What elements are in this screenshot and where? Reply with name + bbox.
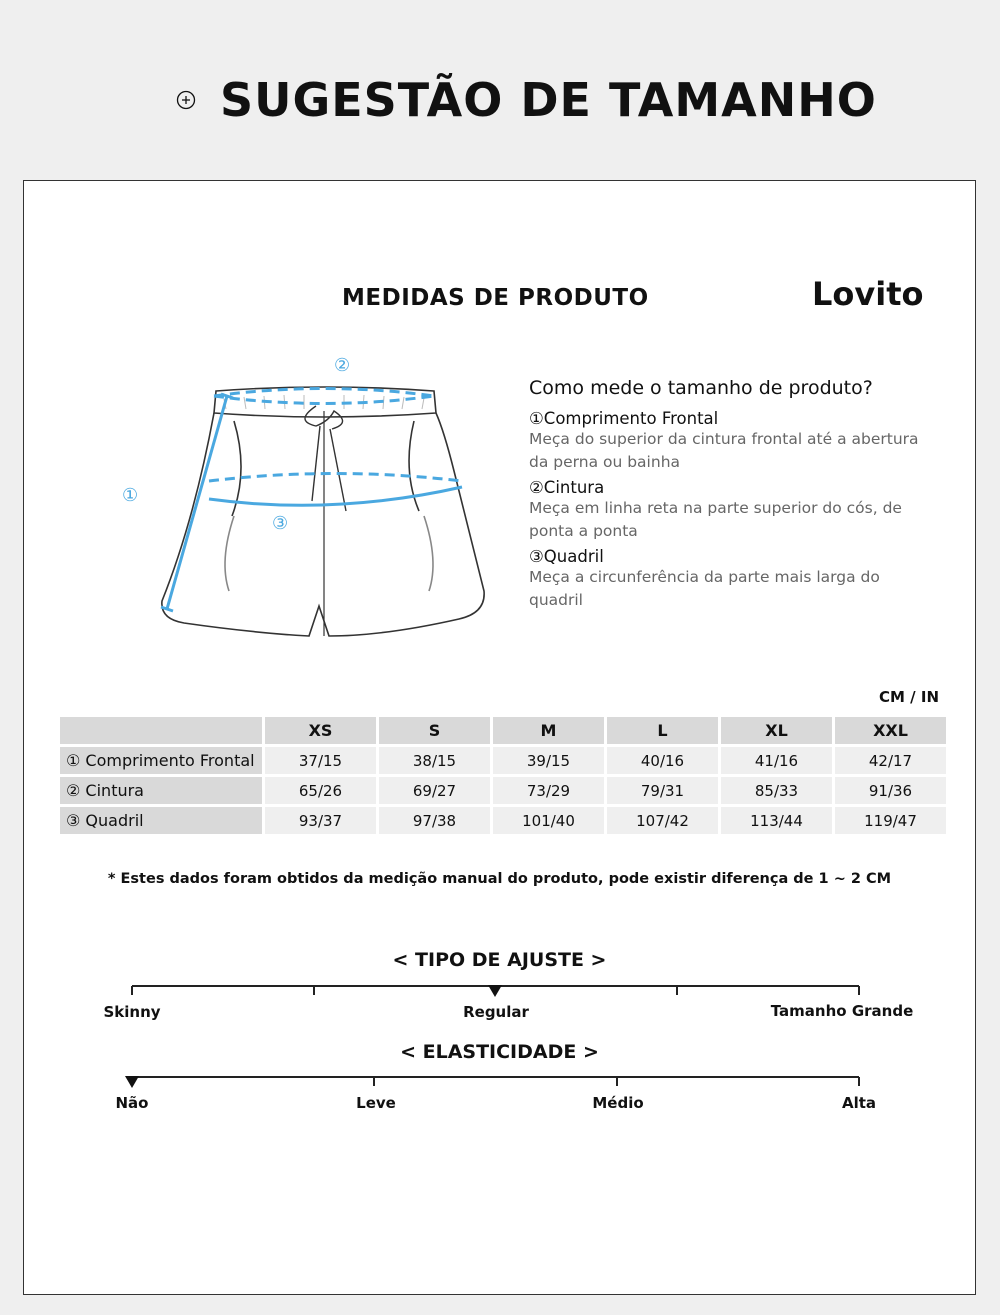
plus-circle-icon	[176, 90, 196, 110]
fit-label-large: Tamanho Grande	[770, 1002, 914, 1020]
elasticity-label-none: Não	[115, 1094, 149, 1112]
size-header: XXL	[835, 717, 946, 744]
table-cell: 85/33	[721, 777, 832, 804]
table-cell: 101/40	[493, 807, 604, 834]
page-header	[0, 0, 1000, 180]
how-to-question: Como mede o tamanho de produto?	[529, 377, 873, 399]
table-cell: 113/44	[721, 807, 832, 834]
table-cell: 93/37	[265, 807, 376, 834]
table-cell: 97/38	[379, 807, 490, 834]
fit-title: < TIPO DE AJUSTE >	[392, 949, 607, 971]
size-header: XL	[721, 717, 832, 744]
marker-hip: ③	[272, 513, 289, 534]
marker-length: ①	[122, 485, 139, 506]
table-cell: 69/27	[379, 777, 490, 804]
size-header: S	[379, 717, 490, 744]
table-cell: 65/26	[265, 777, 376, 804]
table-cell: 119/47	[835, 807, 946, 834]
table-cell: 79/31	[607, 777, 718, 804]
elasticity-indicator	[125, 1076, 139, 1088]
table-cell: 39/15	[493, 747, 604, 774]
size-header: XS	[265, 717, 376, 744]
brand-logo: Lovito	[812, 275, 924, 313]
how-to-desc-waist: Meça em linha reta na parte superior do cós, de ponta a ponta	[529, 499, 902, 540]
how-to-title-waist: ②Cintura	[529, 478, 605, 497]
fit-label-regular: Regular	[463, 1003, 529, 1021]
units-label: CM / IN	[879, 688, 939, 706]
marker-waist: ②	[334, 355, 351, 376]
card-title: MEDIDAS DE PRODUTO	[342, 285, 649, 311]
how-to-title-length: ①Comprimento Frontal	[529, 409, 719, 428]
elasticity-label-high: Alta	[841, 1094, 877, 1112]
size-header: L	[607, 717, 718, 744]
fit-indicator	[488, 985, 502, 997]
table-cell: 37/15	[265, 747, 376, 774]
table-cell: 107/42	[607, 807, 718, 834]
page-title: SUGESTÃO DE TAMANHO	[220, 73, 877, 127]
table-cell: 42/17	[835, 747, 946, 774]
elasticity-label-light: Leve	[356, 1094, 396, 1112]
fit-label-skinny: Skinny	[103, 1003, 161, 1021]
table-cell: 73/29	[493, 777, 604, 804]
elasticity-label-medium: Médio	[592, 1094, 644, 1112]
elasticity-title: < ELASTICIDADE >	[400, 1041, 599, 1063]
size-card	[23, 180, 976, 1295]
table-cell: 91/36	[835, 777, 946, 804]
size-header: M	[493, 717, 604, 744]
table-cell: 38/15	[379, 747, 490, 774]
measurement-note: * Estes dados foram obtidos da medição manual do produto, pode existir diferença de 1 ~ 2 CM	[107, 871, 892, 887]
row-label: ③ Quadril	[60, 807, 262, 834]
table-cell: 40/16	[607, 747, 718, 774]
how-to-desc-hip: Meça a circunferência da parte mais larga do quadril	[529, 568, 880, 609]
row-label: ① Comprimento Frontal	[60, 747, 262, 774]
row-label: ② Cintura	[60, 777, 262, 804]
scale-lines	[24, 181, 975, 1294]
how-to-title-hip: ③Quadril	[529, 547, 604, 566]
how-to-desc-length: Meça do superior da cintura frontal até a abertura da perna ou bainha	[529, 430, 919, 471]
table-cell: 41/16	[721, 747, 832, 774]
